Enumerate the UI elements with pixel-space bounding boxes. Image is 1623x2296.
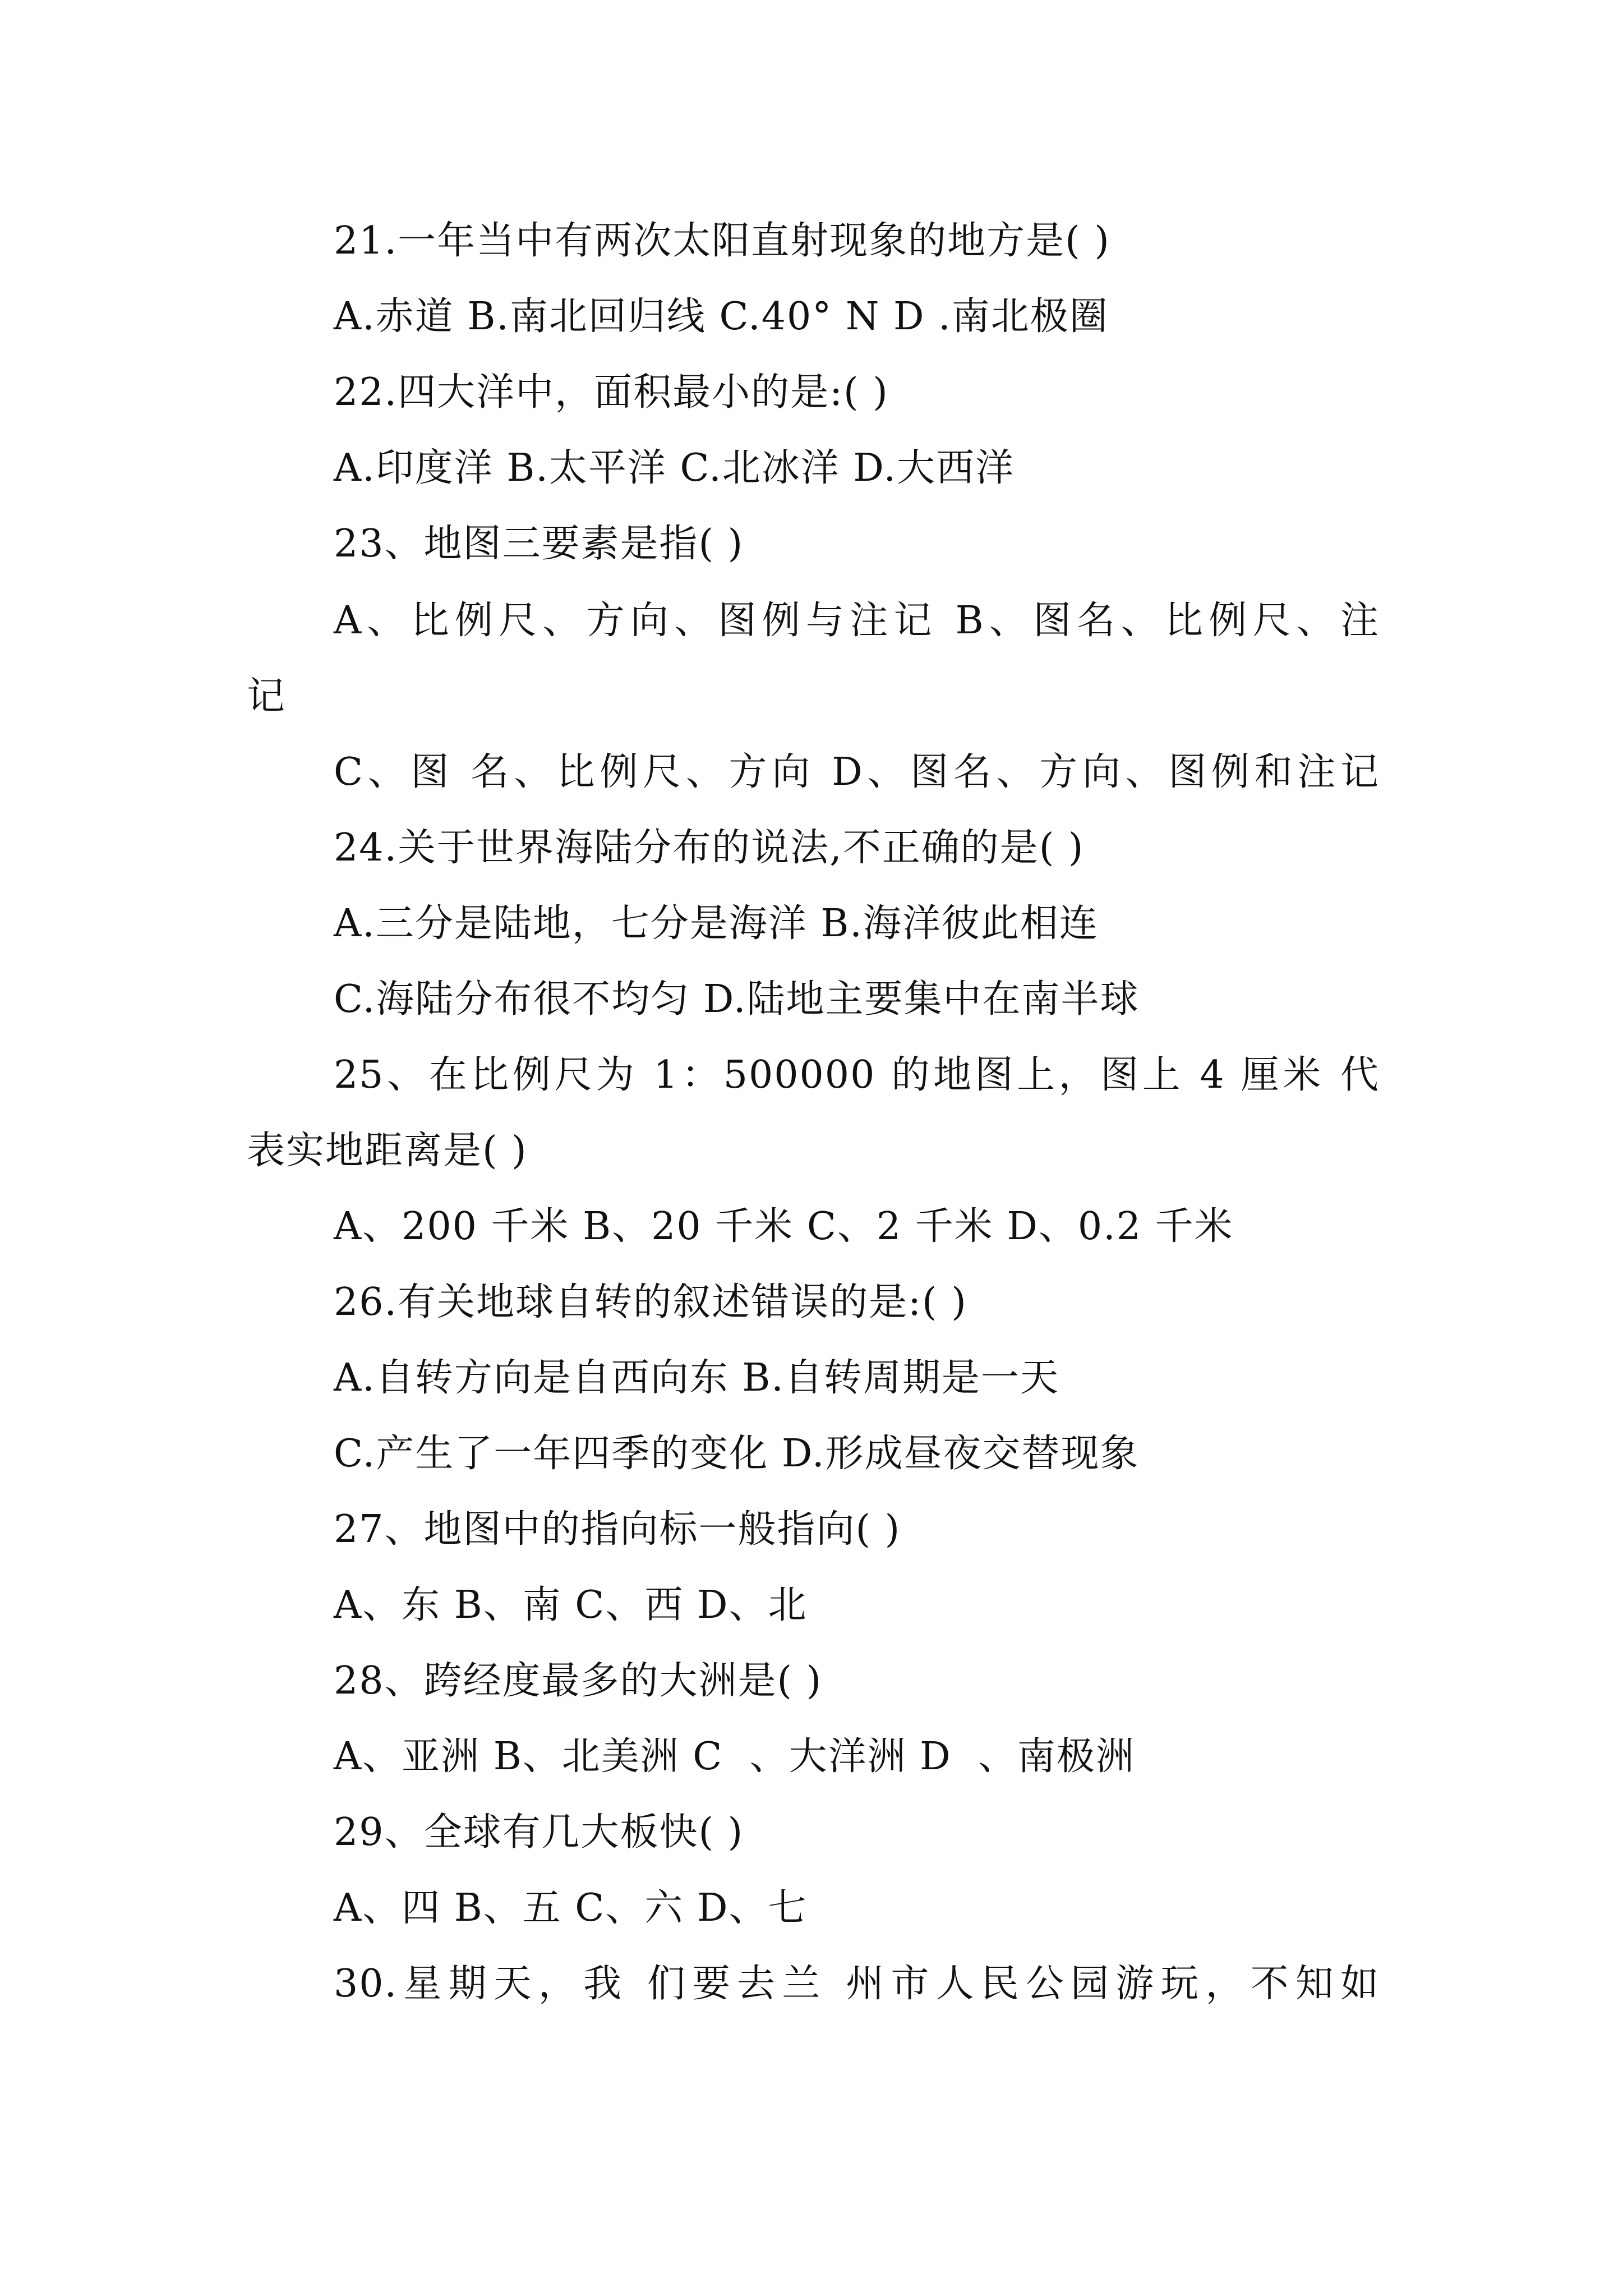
question-30-stem-line-1: 30.星期天，我 们要去兰 州市人民公园游玩，不知如 bbox=[334, 1962, 1380, 2006]
question-25-options: A、200 千米 B、20 千米 C、2 千米 D、0.2 千米 bbox=[334, 1204, 1234, 1249]
question-21-stem: 21.一年当中有两次太阳直射现象的地方是( ) bbox=[334, 219, 1110, 263]
question-26-options-line-1: A.自转方向是自西向东 B.自转周期是一天 bbox=[334, 1356, 1059, 1400]
question-23-options-line-3: C、图 名、比例尺、方向 D、图名、方向、图例和注记 bbox=[334, 750, 1380, 794]
question-25-stem-line-2: 表实地距离是( ) bbox=[247, 1129, 528, 1173]
question-27-stem: 27、地图中的指向标一般指向( ) bbox=[334, 1507, 901, 1552]
question-23-options-line-2: 记 bbox=[247, 674, 287, 719]
question-29-options: A、四 B、五 C、六 D、七 bbox=[334, 1886, 808, 1930]
question-26-options-line-2: C.产生了一年四季的变化 D.形成昼夜交替现象 bbox=[334, 1432, 1140, 1476]
question-27-options: A、东 B、南 C、西 D、北 bbox=[334, 1583, 808, 1627]
question-29-stem: 29、全球有几大板快( ) bbox=[334, 1810, 744, 1855]
question-21-options: A.赤道 B.南北回归线 C.40° N D .南北极圈 bbox=[334, 295, 1109, 339]
question-23-stem: 23、地图三要素是指( ) bbox=[334, 522, 744, 566]
question-23-options-line-1: A、比例尺、方向、图例与注记 B、图名、比例尺、注 bbox=[334, 599, 1380, 643]
question-25-stem-line-1: 25、在比例尺为 1：500000 的地图上，图上 4 厘米 代 bbox=[334, 1053, 1380, 1097]
question-24-stem: 24.关于世界海陆分布的说法,不正确的是( ) bbox=[334, 826, 1085, 870]
question-22-stem: 22.四大洋中，面积最小的是:( ) bbox=[334, 370, 889, 415]
question-24-options-line-2: C.海陆分布很不均匀 D.陆地主要集中在南半球 bbox=[334, 977, 1140, 1022]
question-22-options: A.印度洋 B.太平洋 C.北冰洋 D.大西洋 bbox=[334, 446, 1015, 490]
question-24-options-line-1: A.三分是陆地，七分是海洋 B.海洋彼此相连 bbox=[334, 901, 1099, 946]
question-26-stem: 26.有关地球自转的叙述错误的是:( ) bbox=[334, 1280, 967, 1324]
question-28-options: A、亚洲 B、北美洲 C 、大洋洲 D 、南极洲 bbox=[334, 1734, 1135, 1779]
question-28-stem: 28、跨经度最多的大洲是( ) bbox=[334, 1659, 823, 1703]
